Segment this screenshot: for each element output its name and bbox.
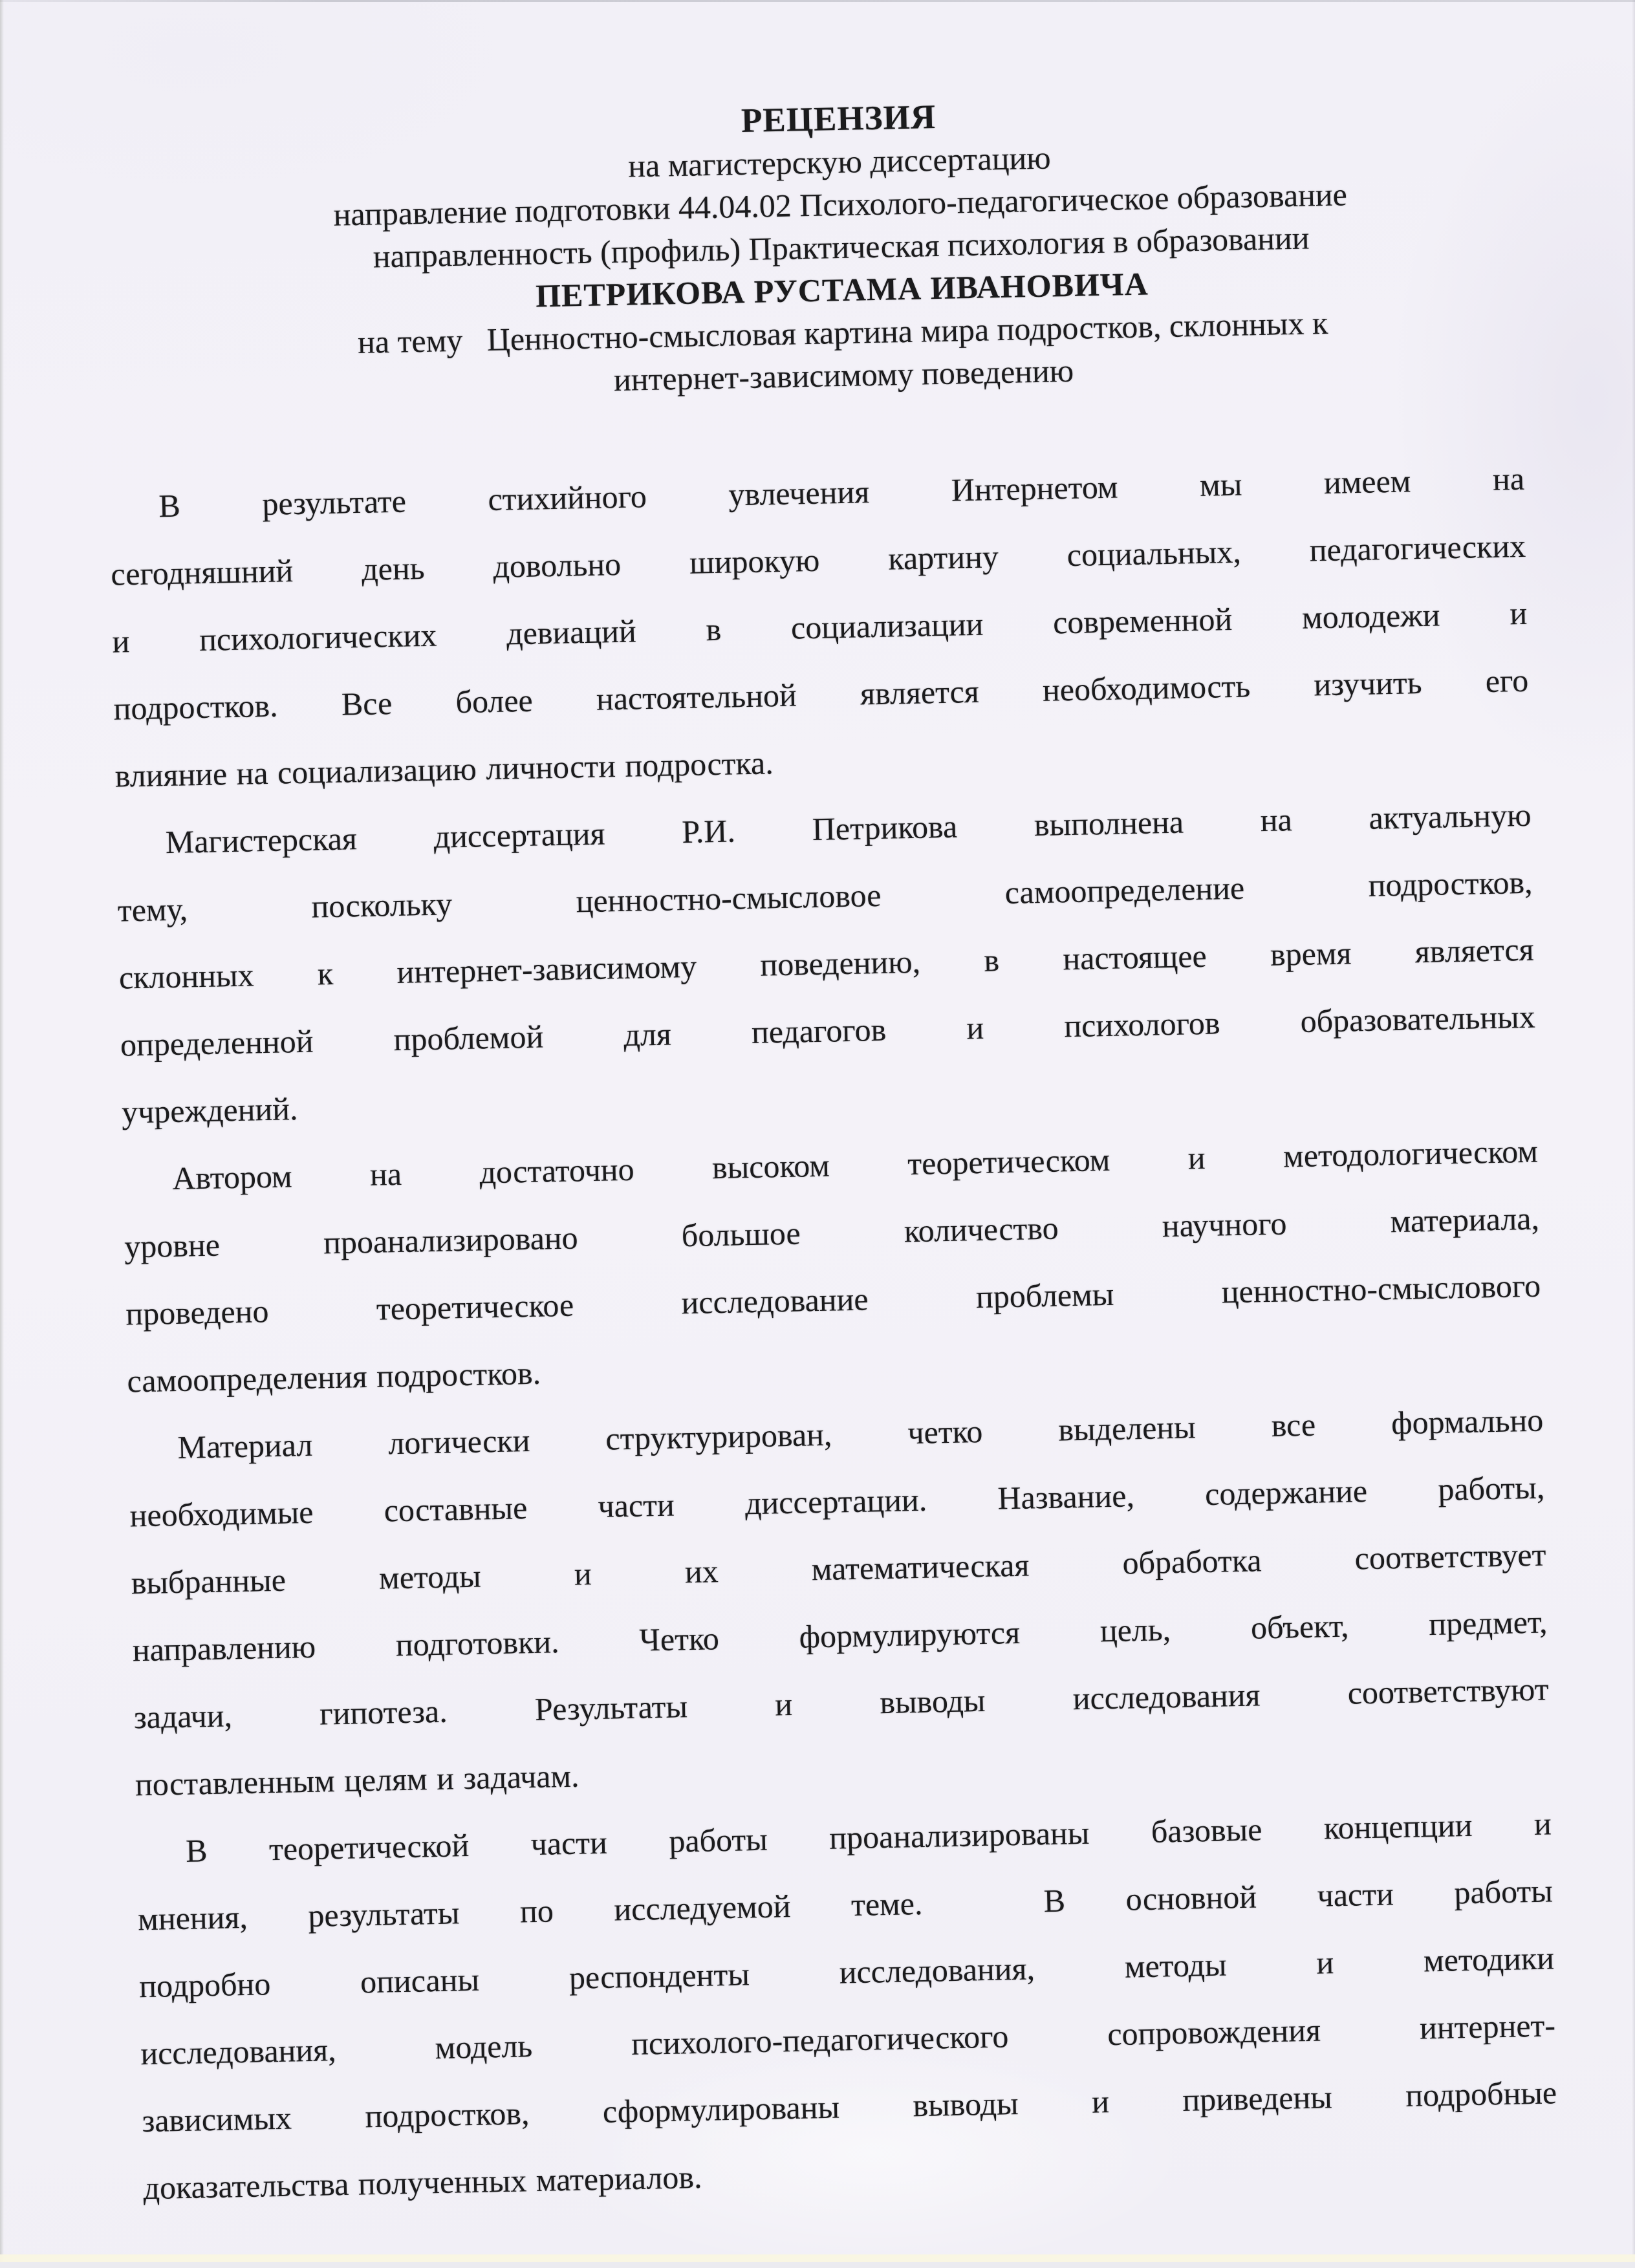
text-line: Материал логически структурирован, четко выделены все формально	[177, 1401, 1544, 1465]
text-line: учреждений.	[121, 1090, 298, 1130]
text-line: проведено теоретическое исследование проблемы ценностно-смыслового	[125, 1267, 1541, 1332]
text-line: Автором на достаточно высоком теоретическом и методологическом	[171, 1132, 1539, 1197]
header-subtitle-thesis: на магистерскую диссертацию	[627, 139, 1052, 184]
document-header	[0, 0, 1619, 414]
scan-bottom-bed-artifact	[0, 2262, 1635, 2268]
text-line: уровне проанализировано большое количество научного материала,	[124, 1200, 1540, 1265]
text-line: склонных к интернет-зависимому поведению, в настоящее время является	[118, 931, 1535, 996]
paragraph	[136, 1789, 1559, 2221]
text-line: подробно описаны респонденты исследования, методы и методики	[138, 1939, 1555, 2005]
text-line: поставленным целям и задачам.	[135, 1757, 580, 1803]
scan-bottom-paper-edge	[0, 2254, 1635, 2262]
document-title: РЕЦЕНЗИЯ	[741, 98, 937, 140]
text-line: выбранные методы и их математическая обработка соответствует	[131, 1536, 1546, 1601]
text-line: В теоретической части работы проанализированы базовые концепции и	[185, 1805, 1552, 1869]
thesis-topic-line-2: интернет-зависимому поведению	[613, 352, 1074, 398]
paragraph	[109, 445, 1530, 810]
text-line: доказательства полученных материалов.	[143, 2158, 702, 2207]
header-program-profile: направленность (профиль) Практическая психология в образовании	[373, 219, 1310, 275]
document-body	[109, 445, 1559, 2221]
text-line: необходимые составные части диссертации. Название, содержание работы,	[129, 1469, 1545, 1534]
text-line: влияние на социализацию личности подростка.	[114, 744, 774, 794]
paragraph	[128, 1387, 1551, 1819]
text-line: сегодняшний день довольно широкую картину социальных, педагогических	[110, 527, 1526, 592]
text-line: самоопределения подростков.	[126, 1354, 541, 1399]
text-line: тему, поскольку ценностно-смысловое самоопределение подростков,	[117, 863, 1533, 929]
candidate-name: ПЕТРИКОВА РУСТАМА ИВАНОВИЧА	[535, 265, 1149, 314]
text-line: мнения, результаты по исследуемой теме. В основной части работы	[137, 1872, 1554, 1938]
text-line: Магистерская диссертация Р.И. Петрикова выполнена на актуальную	[165, 796, 1532, 861]
text-line: В результате стихийного увлечения Интернетом мы имеем на	[158, 460, 1525, 524]
paragraph	[116, 781, 1537, 1146]
paragraph	[122, 1118, 1543, 1415]
header-program-code: направление подготовки 44.04.02 Психолого-педагогическое образование	[333, 176, 1348, 233]
text-line: задачи, гипотеза. Результаты и выводы исследования соответствуют	[133, 1670, 1550, 1736]
text-line: и психологических девиаций в социализации современной молодежи и	[111, 594, 1528, 660]
thesis-topic-line-1: на тему Ценностно-смысловая картина мира подростков, склонных к	[357, 304, 1328, 361]
text-line: исследования, модель психолого-педагогического сопровождения интернет-	[140, 2007, 1556, 2072]
text-line: подростков. Все более настоятельной является необходимость изучить его	[113, 662, 1529, 727]
text-line: определенной проблемой для педагогов и психологов образовательных	[120, 998, 1536, 1063]
text-line: зависимых подростков, сформулированы выводы и приведены подробные	[141, 2074, 1557, 2139]
text-line: направлению подготовки. Четко формулируются цель, объект, предмет,	[132, 1603, 1548, 1669]
